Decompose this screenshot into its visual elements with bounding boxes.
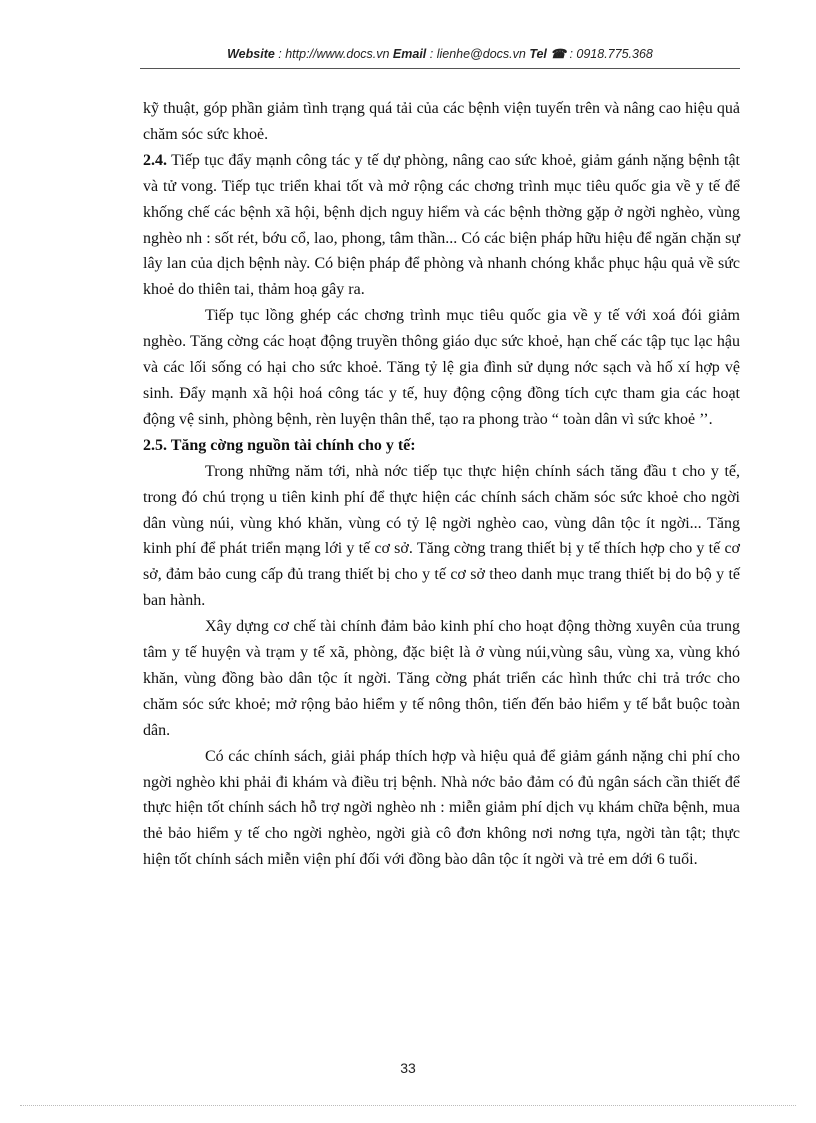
- footer-dotted-line: [20, 1105, 796, 1106]
- email-label: Email: [392, 47, 427, 61]
- paragraph-integration: Tiếp tục lồng ghép các chơng trình mục tiêu quốc gia về y tế với xoá đói giảm nghèo. Tăng cờng các hoạt động truyền thông giáo dục sức khoẻ, hạn chế các tập tục lạc hậu và các lối sống có hại cho sức khoẻ. Tăng tỷ lệ gia đình sử dụng nớc sạch và hố xí hợp vệ sinh. Đẩy mạnh xã hội hoá công tác y tế, huy động cộng đồng tích cực tham gia các hoạt động vệ sinh, phòng bệnh, rèn luyện thân thể, tạo ra phong trào “ toàn dân vì sức khoẻ ’’.: [143, 307, 740, 428]
- page-number: 33: [400, 1060, 416, 1076]
- paragraph-financial-mechanism: Xây dựng cơ chế tài chính đảm bảo kinh phí cho hoạt động thờng xuyên của trung tâm y tế huyện và trạm y tế xã, phòng, đặc biệt là ở vùng núi,vùng sâu, vùng xa, vùng khó khăn, vùng đồng bào dân tộc ít ngời. Tăng cờng phát triển các hình thức chi trả trớc cho chăm sóc sức khoẻ; mở rộng bảo hiểm y tế nông thôn, tiến đến bảo hiểm y tế bắt buộc toàn dân.: [143, 618, 740, 739]
- section-2-4-number: 2.4.: [143, 151, 167, 169]
- paragraph-investment: Trong những năm tới, nhà nớc tiếp tục thực hiện chính sách tăng đầu t cho y tế, trong đó chú trọng u tiên kinh phí để thực hiện các chính sách chăm sóc sức khoẻ cho ngời dân vùng núi, vùng khó khăn, vùng có tỷ lệ ngời nghèo cao, vùng dân tộc ít ngời... Tăng kinh phí để phát triển mạng lới y tế cơ sở. Tăng cờng trang thiết bị y tế thích hợp cho y tế cơ sở, đảm bảo cung cấp đủ trang thiết bị cho y tế cơ sở theo danh mục trang thiết bị do bộ y tế ban hành.: [143, 462, 740, 610]
- tel-label: Tel: [529, 47, 547, 61]
- page-header: [140, 46, 740, 61]
- website-url: : http://www.docs.vn: [274, 47, 393, 61]
- paragraph-continuation: kỹ thuật, góp phần giảm tình trạng quá tải của các bệnh viện tuyến trên và nâng cao hiệu quả chăm sóc sức khoẻ.: [143, 100, 740, 143]
- document-body: [143, 96, 740, 873]
- section-2-4-text: Tiếp tục đẩy mạnh công tác y tế dự phòng, nâng cao sức khoẻ, giảm gánh nặng bệnh tật và tử vong. Tiếp tục triển khai tốt và mở rộng các chơng trình mục tiêu quốc gia về y tế để khống chế các bệnh xã hội, bệnh dịch nguy hiểm và các bệnh thờng gặp ở ngời nghèo, vùng nghèo nh : sốt rét, bớu cổ, lao, phong, tâm thần... Có các biện pháp hữu hiệu để ngăn chặn sự lây lan của dịch bệnh này. Có biện pháp để phòng và nhanh chóng khắc phục hậu quả về sức khoẻ do thiên tai, thảm hoạ gây ra.: [143, 151, 740, 299]
- section-2-4-paragraph: [143, 148, 740, 303]
- tel-number: : 0918.775.368: [565, 47, 653, 61]
- website-label: Website: [227, 47, 275, 61]
- phone-icon: ☎: [550, 47, 566, 61]
- email-address: : lienhe@docs.vn: [426, 47, 530, 61]
- section-2-5-heading: 2.5. Tăng cờng nguồn tài chính cho y tế:: [143, 436, 416, 454]
- header-divider: [140, 68, 740, 69]
- paragraph-poverty-support: Có các chính sách, giải pháp thích hợp và hiệu quả để giảm gánh nặng chi phí cho ngời nghèo khi phải đi khám và điều trị bệnh. Nhà nớc bảo đảm có đủ ngân sách cần thiết để thực hiện tốt chính sách hỗ trợ ngời nghèo nh : miễn giảm phí dịch vụ khám chữa bệnh, mua thẻ bảo hiểm y tế cho ngời nghèo, ngời già cô đơn không nơi nơng tựa, ngời tàn tật; thực hiện tốt chính sách miễn viện phí đối với đồng bào dân tộc ít ngời và trẻ em dới 6 tuổi.: [143, 747, 740, 869]
